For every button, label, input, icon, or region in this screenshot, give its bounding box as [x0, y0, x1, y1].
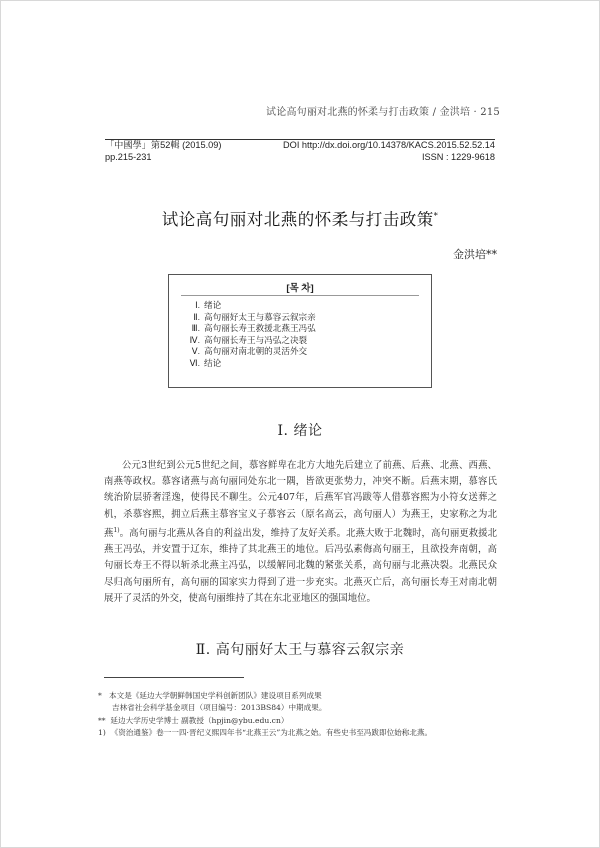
issn: ISSN : 1229-9618 — [421, 152, 495, 162]
article-meta — [105, 139, 495, 163]
table-of-contents — [168, 274, 432, 388]
toc-item-label: 高句丽对南北朝的灵活外交 — [204, 346, 308, 357]
introduction-paragraph — [104, 458, 497, 607]
footnote-1-continued: 吉林省社会科学基金项目（项目编号：2013BS84）中期成果。 — [112, 703, 327, 713]
footnote-1 — [98, 690, 498, 702]
footnote-2 — [98, 715, 498, 727]
toc-item-number: Ⅱ. — [193, 311, 200, 322]
toc-item-label: 结论 — [204, 357, 222, 368]
toc-list — [187, 300, 316, 370]
meta-row-2 — [105, 151, 495, 163]
toc-item[interactable] — [187, 335, 316, 347]
section-heading-2: Ⅱ. 高句丽好太王与慕容云叙宗亲 — [195, 642, 405, 658]
toc-item-number: Ⅰ. — [195, 300, 200, 310]
page-range: pp.215-231 — [105, 152, 152, 162]
footnote-text: 延边大学历史学博士 副教授（hpjin@ybu.edu.cn） — [110, 715, 289, 725]
journal-info: 「中國學」第52輯 (2015.09) — [105, 140, 222, 150]
footnote-mark: ** — [98, 715, 106, 725]
footnotes — [98, 690, 498, 740]
toc-divider — [181, 295, 419, 296]
paragraph-text: 公元3世纪到公元5世纪之间，慕容鲜卑在北方大地先后建立了前燕、后燕、北燕、西燕、南燕等政权。慕容诸燕与高句丽同处东北一隅，皆欲更张势力，冲突不断。后燕末期，慕容氏统治阶层骄奢淫逸，使得民不聊生。公元407年，后燕军官冯跋等人借慕容熙为小符女送葬之机，杀慕容熙，拥立后燕主慕容宝义子慕容云（原名高云，高句丽人）为燕王，史家称之为北燕 — [104, 460, 497, 539]
paper-title — [0, 206, 600, 230]
toc-item[interactable] — [187, 358, 316, 370]
toc-item-label: 高句丽好太王与慕容云叙宗亲 — [204, 311, 316, 322]
toc-item-number: Ⅳ. — [189, 334, 200, 345]
footnote-3 — [98, 727, 498, 739]
toc-item-label: 高句丽长寿王救援北燕王冯弘 — [204, 323, 316, 334]
toc-item-number: Ⅵ. — [189, 357, 200, 368]
running-header: 试论高句丽对北燕的怀柔与打击政策 / 金洪培 · 215 — [266, 107, 500, 118]
footnote-mark: * — [98, 691, 102, 700]
section-heading-introduction: Ⅰ. 绪论 — [277, 423, 323, 439]
meta-row-1 — [105, 139, 495, 151]
toc-item[interactable] — [187, 312, 316, 324]
paragraph-text-continued: 。高句丽与北燕从各自的利益出发，维持了友好关系。北燕大败于北魏时，高句丽更救援北燕王冯弘，并安置于辽东，维持了其北燕王的地位。后冯弘素侮高句丽王，且欲投奔南朝，高句丽长寿王不得以斩杀北燕主冯弘，以缓解同北魏的紧张关系，高句丽与北燕决裂。北燕民众尽归高句丽所有，高句丽的国家实力得到了进一步充实。北燕灭亡后，高句丽长寿王对南北朝展开了灵活的外交，使高句丽维持了其在东北亚地区的强国地位。 — [104, 527, 497, 604]
toc-item[interactable] — [187, 300, 316, 312]
footnote-text: 《资治通鉴》卷一一四·晋纪义熙四年书“北燕王云”为北燕之始。有些史书至冯跋即位始称北燕。 — [110, 728, 433, 738]
toc-item-number: Ⅲ. — [191, 323, 200, 334]
title-text: 试论高句丽对北燕的怀柔与打击政策 — [161, 210, 434, 229]
footnote-text: 本文是《延边大学朝鲜韩国史学科创新团队》建设项目系列成果 — [109, 691, 322, 700]
toc-heading: [목 차] — [286, 283, 314, 294]
footnote-mark: 1) — [98, 728, 106, 738]
toc-item[interactable] — [187, 346, 316, 358]
title-footnote-mark[interactable]: * — [433, 211, 439, 221]
author-name: 金洪培** — [453, 248, 497, 261]
toc-item-label: 绪论 — [204, 300, 222, 310]
footnote-rule — [104, 677, 244, 678]
doi[interactable]: DOI http://dx.doi.org/10.14378/KACS.2015.52.52.14 — [283, 140, 495, 150]
footnote-reference[interactable]: 1) — [113, 526, 120, 534]
toc-item-number: Ⅴ. — [191, 346, 200, 357]
toc-item[interactable] — [187, 323, 316, 335]
toc-item-label: 高句丽长寿王与冯弘之决裂 — [204, 334, 308, 345]
